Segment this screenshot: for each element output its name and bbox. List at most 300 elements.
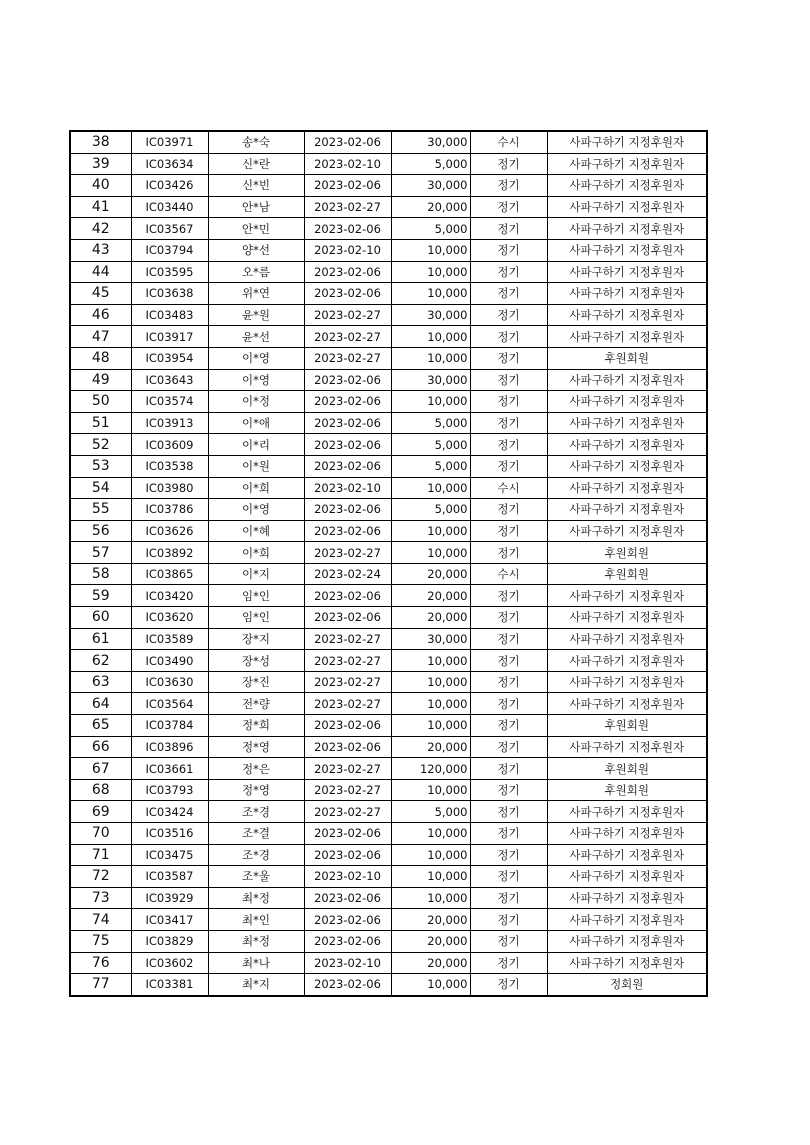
donation-date-cell: 2023-02-06 [304,175,391,197]
donation-date-cell: 2023-02-06 [304,499,391,521]
amount-cell: 10,000 [391,974,470,996]
table-row [70,693,707,715]
amount-cell: 10,000 [391,715,470,737]
donor-category-cell: 사파구하기 지정후원자 [547,391,707,413]
donor-category-cell: 사파구하기 지정후원자 [547,909,707,931]
donor-name-cell: 임*인 [208,607,304,629]
donation-type-cell: 정기 [470,347,547,369]
amount-cell: 30,000 [391,304,470,326]
donor-category-cell: 사파구하기 지정후원자 [547,153,707,175]
member-id-cell: IC03829 [131,930,208,952]
donation-date-cell: 2023-02-06 [304,391,391,413]
row-number-cell: 68 [70,779,131,801]
table-row [70,628,707,650]
donation-type-cell: 정기 [470,801,547,823]
donor-name-cell: 정*은 [208,758,304,780]
donor-category-cell: 사파구하기 지정후원자 [547,736,707,758]
member-id-cell: IC03516 [131,823,208,845]
amount-cell: 10,000 [391,283,470,305]
donation-date-cell: 2023-02-06 [304,585,391,607]
row-number-cell: 56 [70,520,131,542]
row-number-cell: 69 [70,801,131,823]
donor-category-cell: 사파구하기 지정후원자 [547,131,707,153]
donation-type-cell: 정기 [470,887,547,909]
donation-type-cell: 정기 [470,823,547,845]
row-number-cell: 70 [70,823,131,845]
donor-name-cell: 신*빈 [208,175,304,197]
donor-name-cell: 조*경 [208,801,304,823]
member-id-cell: IC03634 [131,153,208,175]
donor-name-cell: 이*원 [208,455,304,477]
row-number-cell: 75 [70,930,131,952]
donor-name-cell: 오*름 [208,261,304,283]
amount-cell: 5,000 [391,412,470,434]
donation-date-cell: 2023-02-10 [304,866,391,888]
donor-category-cell: 사파구하기 지정후원자 [547,650,707,672]
table-row [70,455,707,477]
member-id-cell: IC03567 [131,218,208,240]
donor-category-cell: 후원회원 [547,347,707,369]
member-id-cell: IC03643 [131,369,208,391]
table-row [70,326,707,348]
amount-cell: 20,000 [391,585,470,607]
donation-type-cell: 정기 [470,542,547,564]
table-row [70,477,707,499]
row-number-cell: 51 [70,412,131,434]
table-row [70,930,707,952]
donor-name-cell: 장*진 [208,671,304,693]
donor-category-cell: 사파구하기 지정후원자 [547,369,707,391]
member-id-cell: IC03913 [131,412,208,434]
member-id-cell: IC03417 [131,909,208,931]
donor-name-cell: 최*정 [208,930,304,952]
donor-category-cell: 사파구하기 지정후원자 [547,844,707,866]
row-number-cell: 55 [70,499,131,521]
member-id-cell: IC03483 [131,304,208,326]
donation-type-cell: 정기 [470,758,547,780]
amount-cell: 30,000 [391,369,470,391]
member-id-cell: IC03793 [131,779,208,801]
donor-category-cell: 사파구하기 지정후원자 [547,607,707,629]
table-row [70,585,707,607]
donor-name-cell: 최*인 [208,909,304,931]
table-row [70,434,707,456]
amount-cell: 5,000 [391,801,470,823]
amount-cell: 5,000 [391,153,470,175]
amount-cell: 5,000 [391,434,470,456]
donor-name-cell: 최*정 [208,887,304,909]
member-id-cell: IC03595 [131,261,208,283]
table-row [70,736,707,758]
donor-category-cell: 정회원 [547,974,707,996]
donation-date-cell: 2023-02-27 [304,779,391,801]
donation-date-cell: 2023-02-06 [304,369,391,391]
table-row [70,283,707,305]
member-id-cell: IC03587 [131,866,208,888]
donation-date-cell: 2023-02-06 [304,909,391,931]
donor-name-cell: 장*지 [208,628,304,650]
donation-date-cell: 2023-02-10 [304,952,391,974]
donor-category-cell: 사파구하기 지정후원자 [547,455,707,477]
donor-name-cell: 정*희 [208,715,304,737]
row-number-cell: 59 [70,585,131,607]
member-id-cell: IC03638 [131,283,208,305]
donor-name-cell: 조*경 [208,844,304,866]
donation-type-cell: 정기 [470,930,547,952]
donor-table [69,130,708,997]
donor-name-cell: 이*혜 [208,520,304,542]
amount-cell: 20,000 [391,909,470,931]
donation-date-cell: 2023-02-06 [304,412,391,434]
row-number-cell: 47 [70,326,131,348]
row-number-cell: 63 [70,671,131,693]
amount-cell: 10,000 [391,887,470,909]
donor-name-cell: 최*나 [208,952,304,974]
amount-cell: 10,000 [391,866,470,888]
row-number-cell: 41 [70,196,131,218]
donation-type-cell: 수시 [470,563,547,585]
table-row [70,261,707,283]
donor-category-cell: 사파구하기 지정후원자 [547,196,707,218]
donation-type-cell: 정기 [470,175,547,197]
row-number-cell: 48 [70,347,131,369]
row-number-cell: 40 [70,175,131,197]
donation-date-cell: 2023-02-06 [304,736,391,758]
table-row [70,196,707,218]
amount-cell: 10,000 [391,844,470,866]
amount-cell: 120,000 [391,758,470,780]
donation-date-cell: 2023-02-06 [304,261,391,283]
amount-cell: 10,000 [391,671,470,693]
donation-type-cell: 정기 [470,455,547,477]
donor-name-cell: 이*희 [208,542,304,564]
donation-type-cell: 수시 [470,131,547,153]
donor-table-body [70,131,707,996]
amount-cell: 20,000 [391,563,470,585]
donor-category-cell: 사파구하기 지정후원자 [547,952,707,974]
donor-name-cell: 이*애 [208,412,304,434]
table-row [70,844,707,866]
donation-type-cell: 정기 [470,779,547,801]
donation-date-cell: 2023-02-06 [304,434,391,456]
donor-category-cell: 사파구하기 지정후원자 [547,326,707,348]
amount-cell: 10,000 [391,650,470,672]
amount-cell: 10,000 [391,823,470,845]
table-row [70,131,707,153]
donor-name-cell: 이*영 [208,499,304,521]
donation-date-cell: 2023-02-06 [304,131,391,153]
amount-cell: 10,000 [391,239,470,261]
donation-date-cell: 2023-02-27 [304,693,391,715]
donation-type-cell: 정기 [470,844,547,866]
donation-date-cell: 2023-02-06 [304,930,391,952]
row-number-cell: 73 [70,887,131,909]
donor-category-cell: 사파구하기 지정후원자 [547,218,707,240]
donation-type-cell: 정기 [470,628,547,650]
donation-date-cell: 2023-02-24 [304,563,391,585]
table-row [70,563,707,585]
donation-type-cell: 정기 [470,412,547,434]
donation-type-cell: 정기 [470,391,547,413]
donation-type-cell: 정기 [470,520,547,542]
table-row [70,974,707,996]
member-id-cell: IC03929 [131,887,208,909]
amount-cell: 10,000 [391,542,470,564]
member-id-cell: IC03971 [131,131,208,153]
row-number-cell: 45 [70,283,131,305]
donation-type-cell: 정기 [470,153,547,175]
donation-date-cell: 2023-02-27 [304,326,391,348]
donor-category-cell: 후원회원 [547,563,707,585]
donation-type-cell: 정기 [470,283,547,305]
row-number-cell: 43 [70,239,131,261]
amount-cell: 5,000 [391,218,470,240]
table-row [70,499,707,521]
donor-name-cell: 송*숙 [208,131,304,153]
donor-category-cell: 사파구하기 지정후원자 [547,887,707,909]
table-row [70,412,707,434]
member-id-cell: IC03381 [131,974,208,996]
donation-date-cell: 2023-02-06 [304,823,391,845]
row-number-cell: 71 [70,844,131,866]
table-row [70,153,707,175]
donation-date-cell: 2023-02-27 [304,347,391,369]
table-row [70,175,707,197]
table-row [70,542,707,564]
donor-category-cell: 사파구하기 지정후원자 [547,412,707,434]
donor-name-cell: 정*영 [208,779,304,801]
donation-date-cell: 2023-02-10 [304,239,391,261]
donation-type-cell: 정기 [470,304,547,326]
member-id-cell: IC03865 [131,563,208,585]
member-id-cell: IC03661 [131,758,208,780]
donor-name-cell: 조*울 [208,866,304,888]
member-id-cell: IC03602 [131,952,208,974]
amount-cell: 5,000 [391,499,470,521]
table-row [70,779,707,801]
donation-type-cell: 정기 [470,326,547,348]
member-id-cell: IC03475 [131,844,208,866]
member-id-cell: IC03564 [131,693,208,715]
row-number-cell: 38 [70,131,131,153]
row-number-cell: 67 [70,758,131,780]
amount-cell: 20,000 [391,196,470,218]
donation-date-cell: 2023-02-10 [304,477,391,499]
member-id-cell: IC03609 [131,434,208,456]
amount-cell: 30,000 [391,628,470,650]
member-id-cell: IC03426 [131,175,208,197]
donation-date-cell: 2023-02-27 [304,650,391,672]
table-row [70,520,707,542]
donation-date-cell: 2023-02-06 [304,715,391,737]
donation-type-cell: 정기 [470,693,547,715]
donor-name-cell: 임*인 [208,585,304,607]
amount-cell: 10,000 [391,693,470,715]
donor-name-cell: 이*영 [208,347,304,369]
donor-category-cell: 후원회원 [547,779,707,801]
row-number-cell: 77 [70,974,131,996]
member-id-cell: IC03630 [131,671,208,693]
donation-type-cell: 정기 [470,239,547,261]
donor-name-cell: 윤*선 [208,326,304,348]
table-row [70,952,707,974]
donor-name-cell: 정*영 [208,736,304,758]
donation-type-cell: 수시 [470,477,547,499]
table-row [70,369,707,391]
donor-category-cell: 사파구하기 지정후원자 [547,477,707,499]
donor-category-cell: 후원회원 [547,542,707,564]
donation-type-cell: 정기 [470,736,547,758]
donation-type-cell: 정기 [470,499,547,521]
donor-category-cell: 사파구하기 지정후원자 [547,175,707,197]
donation-date-cell: 2023-02-06 [304,455,391,477]
table-row [70,607,707,629]
amount-cell: 10,000 [391,779,470,801]
donation-type-cell: 정기 [470,715,547,737]
amount-cell: 10,000 [391,391,470,413]
donation-type-cell: 정기 [470,974,547,996]
donor-name-cell: 최*지 [208,974,304,996]
donor-category-cell: 사파구하기 지정후원자 [547,283,707,305]
member-id-cell: IC03440 [131,196,208,218]
donation-type-cell: 정기 [470,434,547,456]
donation-type-cell: 정기 [470,671,547,693]
amount-cell: 20,000 [391,952,470,974]
amount-cell: 20,000 [391,930,470,952]
member-id-cell: IC03490 [131,650,208,672]
donation-date-cell: 2023-02-27 [304,196,391,218]
donation-date-cell: 2023-02-06 [304,520,391,542]
row-number-cell: 52 [70,434,131,456]
donor-category-cell: 사파구하기 지정후원자 [547,520,707,542]
donation-date-cell: 2023-02-27 [304,628,391,650]
donation-date-cell: 2023-02-10 [304,153,391,175]
amount-cell: 20,000 [391,736,470,758]
member-id-cell: IC03896 [131,736,208,758]
donation-date-cell: 2023-02-06 [304,844,391,866]
donation-type-cell: 정기 [470,261,547,283]
amount-cell: 10,000 [391,520,470,542]
table-row [70,801,707,823]
row-number-cell: 54 [70,477,131,499]
donor-name-cell: 위*연 [208,283,304,305]
member-id-cell: IC03786 [131,499,208,521]
member-id-cell: IC03784 [131,715,208,737]
donor-category-cell: 후원회원 [547,758,707,780]
amount-cell: 30,000 [391,175,470,197]
row-number-cell: 72 [70,866,131,888]
row-number-cell: 65 [70,715,131,737]
table-row [70,671,707,693]
donor-category-cell: 사파구하기 지정후원자 [547,823,707,845]
row-number-cell: 57 [70,542,131,564]
row-number-cell: 66 [70,736,131,758]
table-row [70,391,707,413]
donor-name-cell: 윤*원 [208,304,304,326]
amount-cell: 10,000 [391,477,470,499]
donor-name-cell: 조*결 [208,823,304,845]
table-row [70,304,707,326]
donation-date-cell: 2023-02-27 [304,542,391,564]
donation-type-cell: 정기 [470,196,547,218]
donation-type-cell: 정기 [470,866,547,888]
donation-type-cell: 정기 [470,952,547,974]
member-id-cell: IC03917 [131,326,208,348]
donation-date-cell: 2023-02-06 [304,887,391,909]
table-row [70,347,707,369]
table-row [70,866,707,888]
donation-date-cell: 2023-02-06 [304,607,391,629]
donor-category-cell: 사파구하기 지정후원자 [547,239,707,261]
donor-name-cell: 양*선 [208,239,304,261]
donor-name-cell: 이*희 [208,477,304,499]
member-id-cell: IC03424 [131,801,208,823]
donation-date-cell: 2023-02-27 [304,801,391,823]
member-id-cell: IC03589 [131,628,208,650]
member-id-cell: IC03574 [131,391,208,413]
donor-category-cell: 사파구하기 지정후원자 [547,671,707,693]
donor-category-cell: 사파구하기 지정후원자 [547,499,707,521]
member-id-cell: IC03892 [131,542,208,564]
donation-type-cell: 정기 [470,218,547,240]
amount-cell: 20,000 [391,607,470,629]
donor-name-cell: 전*량 [208,693,304,715]
member-id-cell: IC03794 [131,239,208,261]
table-row [70,650,707,672]
donation-date-cell: 2023-02-06 [304,974,391,996]
row-number-cell: 44 [70,261,131,283]
donor-name-cell: 이*영 [208,369,304,391]
donation-date-cell: 2023-02-06 [304,283,391,305]
row-number-cell: 76 [70,952,131,974]
donor-category-cell: 사파구하기 지정후원자 [547,304,707,326]
donor-name-cell: 이*리 [208,434,304,456]
donation-date-cell: 2023-02-06 [304,218,391,240]
table-row [70,239,707,261]
row-number-cell: 50 [70,391,131,413]
row-number-cell: 61 [70,628,131,650]
row-number-cell: 39 [70,153,131,175]
donation-type-cell: 정기 [470,585,547,607]
donation-date-cell: 2023-02-27 [304,671,391,693]
donor-category-cell: 사파구하기 지정후원자 [547,930,707,952]
table-row [70,758,707,780]
row-number-cell: 58 [70,563,131,585]
member-id-cell: IC03954 [131,347,208,369]
amount-cell: 10,000 [391,261,470,283]
amount-cell: 5,000 [391,455,470,477]
row-number-cell: 74 [70,909,131,931]
member-id-cell: IC03626 [131,520,208,542]
table-row [70,218,707,240]
donor-category-cell: 사파구하기 지정후원자 [547,434,707,456]
row-number-cell: 42 [70,218,131,240]
member-id-cell: IC03620 [131,607,208,629]
table-row [70,909,707,931]
table-row [70,715,707,737]
donor-category-cell: 사파구하기 지정후원자 [547,585,707,607]
donor-name-cell: 이*지 [208,563,304,585]
donation-type-cell: 정기 [470,909,547,931]
amount-cell: 30,000 [391,131,470,153]
row-number-cell: 62 [70,650,131,672]
amount-cell: 10,000 [391,326,470,348]
donor-name-cell: 장*성 [208,650,304,672]
donation-date-cell: 2023-02-27 [304,304,391,326]
donation-type-cell: 정기 [470,369,547,391]
row-number-cell: 64 [70,693,131,715]
donor-name-cell: 안*남 [208,196,304,218]
